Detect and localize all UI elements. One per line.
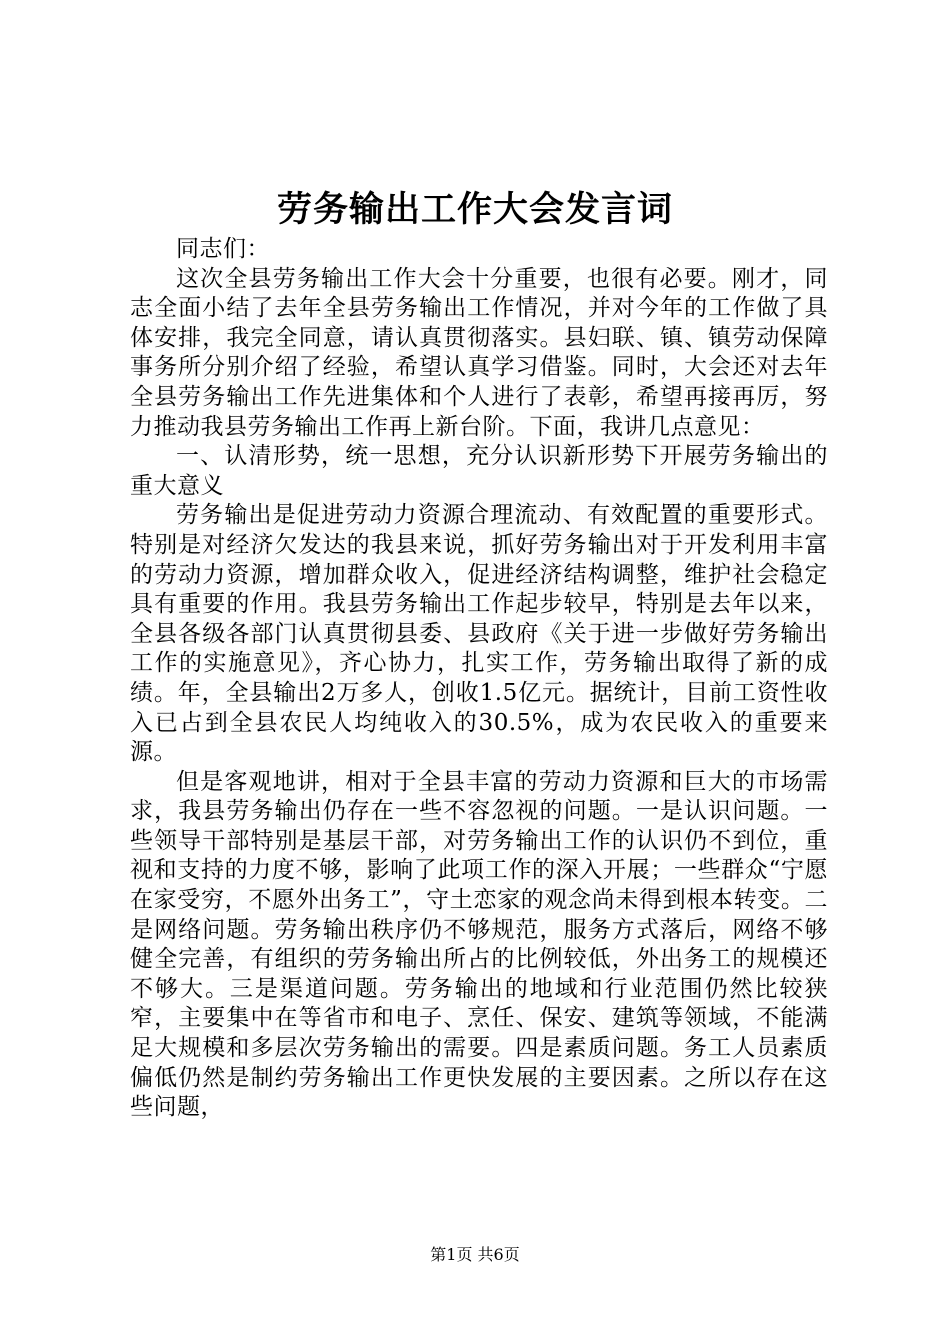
document-body xyxy=(130,235,828,1123)
paragraph-intro: 这次全县劳务输出工作大会十分重要，也很有必要。刚才，同志全面小结了去年全县劳务输出工作情况，并对今年的工作做了具体安排，我完全同意，请认真贯彻落实。县妇联、镇、镇劳动保障事务所分别介绍了经验，希望认真学习借鉴。同时，大会还对去年全县劳务输出工作先进集体和个人进行了表彰，希望再接再厉，努力推动我县劳务输出工作再上新台阶。下面，我讲几点意见： xyxy=(130,265,828,440)
page-footer: 第1页 共6页 xyxy=(430,1245,520,1264)
paragraph-problems: 但是客观地讲，相对于全县丰富的劳动力资源和巨大的市场需求，我县劳务输出仍存在一些不容忽视的问题。一是认识问题。一些领导干部特别是基层干部，对劳务输出工作的认识仍不到位，重视和支持的力度不够，影响了此项工作的深入开展；一些群众“宁愿在家受穷，不愿外出务工”，守土恋家的观念尚未得到根本转变。二是网络问题。劳务输出秩序仍不够规范，服务方式落后，网络不够健全完善，有组织的劳务输出所占的比例较低，外出务工的规模还不够大。三是渠道问题。劳务输出的地域和行业范围仍然比较狭窄，主要集中在等省市和电子、烹任、保安、建筑等领域，不能满足大规模和多层次劳务输出的需要。四是素质问题。务工人员素质偏低仍然是制约劳务输出工作更快发展的主要因素。之所以存在这些问题， xyxy=(130,768,828,1121)
section-heading-1: 一、认清形势，统一思想，充分认识新形势下开展劳务输出的重大意义 xyxy=(130,443,828,499)
paragraph-significance: 劳务输出是促进劳动力资源合理流动、有效配置的重要形式。特别是对经济欠发达的我县来说，抓好劳务输出对于开发利用丰富的劳动力资源，增加群众收入，促进经济结构调整，维护社会稳定具有重要的作用。我县劳务输出工作起步较早，特别是去年以来，全县各级各部门认真贯彻县委、县政府《关于进一步做好劳务输出工作的实施意见》，齐心协力，扎实工作，劳务输出取得了新的成绩。年，全县输出2万多人，创收1.5亿元。据统计，目前工资性收入已占到全县农民人均纯收入的30.5%，成为农民收入的重要来源。 xyxy=(130,502,828,766)
salutation: 同志们： xyxy=(176,236,270,262)
page-title: 劳务输出工作大会发言词 xyxy=(276,189,673,230)
